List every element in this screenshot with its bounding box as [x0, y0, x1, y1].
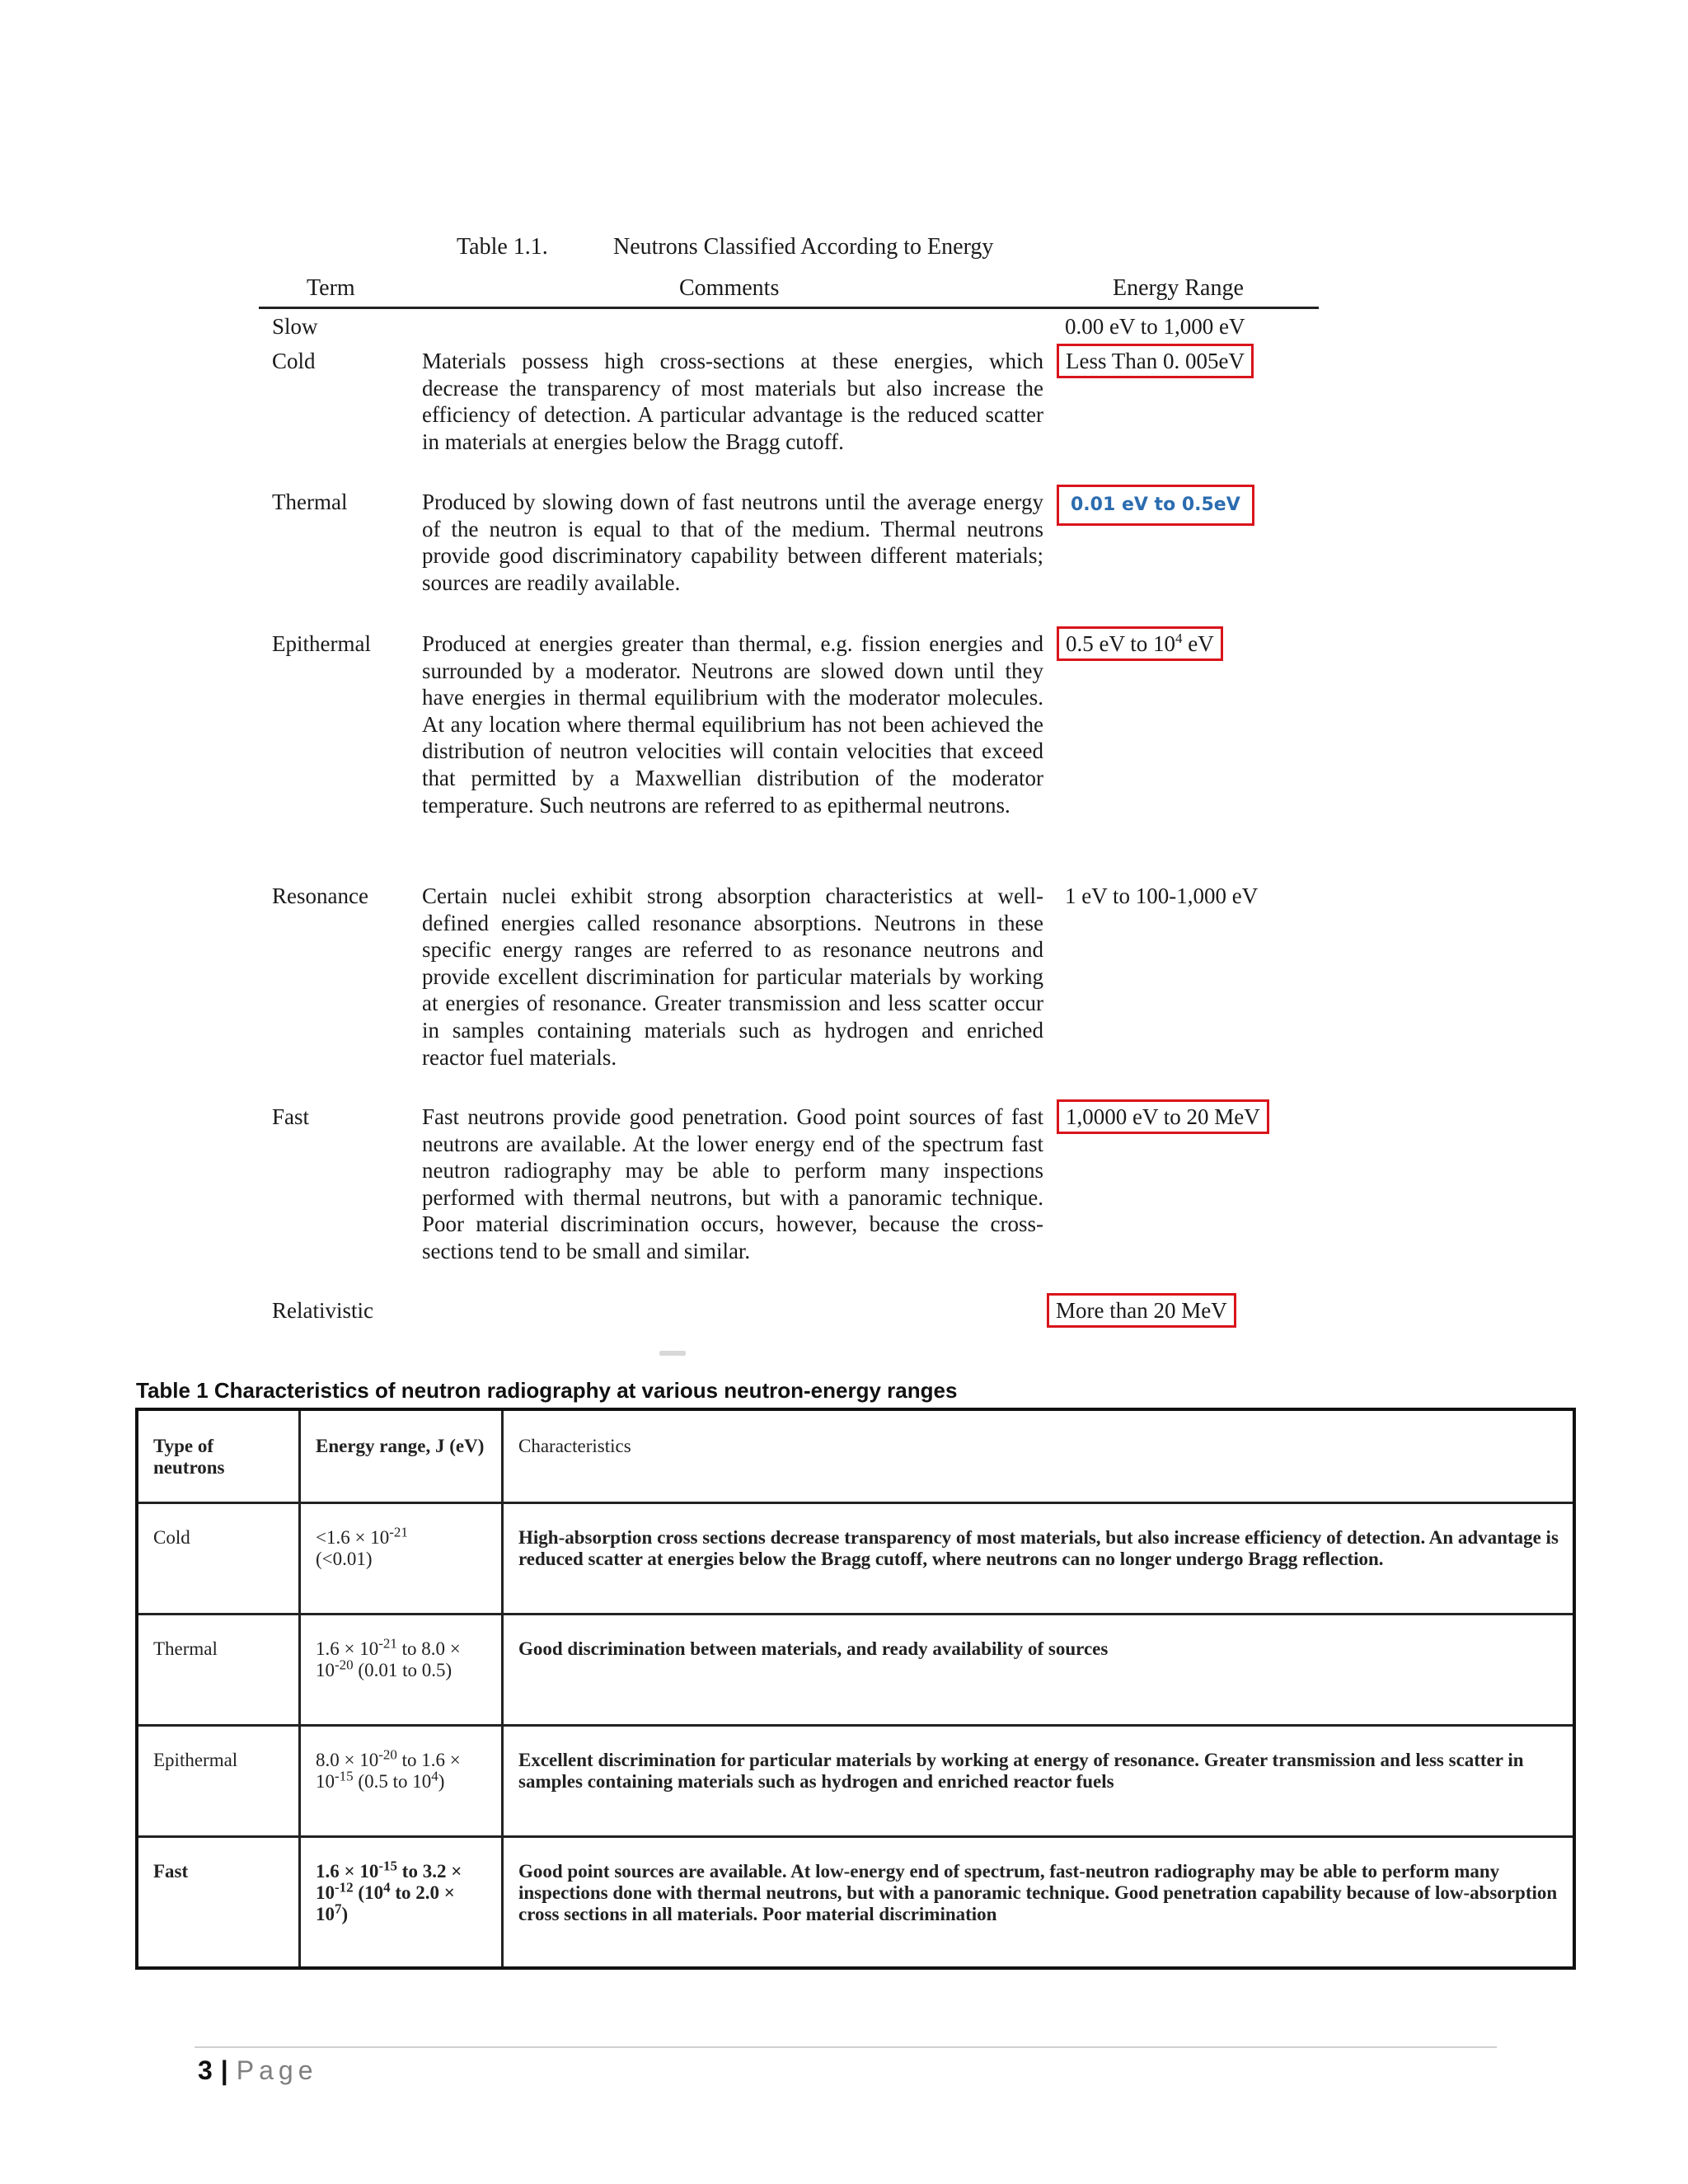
characteristics-cell: High-absorption cross sections decrease transparency of most materials, but also increase efficiency of detection. An advantage is reduced scatter at energies below the Bragg cutoff, where neutrons can no longer undergo Bragg reflection. [518, 1527, 1559, 1569]
range-unit: eV [1182, 631, 1214, 656]
table-1-1-header [259, 275, 1319, 309]
page-footer [198, 2055, 317, 2086]
comment-cell: Produced by slowing down of fast neutrons until the average energy of the neutron is equal to that of the medium. Thermal neutrons provide good discriminatory capability between different materials; sources are readily available. [422, 490, 1043, 595]
table-row [138, 1615, 1573, 1727]
energy-ev: (0.5 to 10 [353, 1771, 432, 1792]
energy-exponent: -20 [378, 1746, 397, 1763]
characteristics-cell: Good discrimination between materials, and ready availability of sources [518, 1638, 1109, 1659]
header-characteristics: Characteristics [518, 1436, 631, 1456]
term-cell: Epithermal [272, 631, 371, 656]
energy-cell [301, 1838, 504, 1966]
characteristics-cell: Excellent discrimination for particular materials by working at energy of resonance. Greater transmission and less scatter in samples containing materials such as hydrogen and enriched reactor fuels [518, 1750, 1524, 1792]
energy-exponent: 7 [335, 1900, 342, 1917]
energy-exponent: -12 [335, 1879, 354, 1896]
energy-cell [301, 1615, 504, 1724]
header-energy-range: Energy Range [1113, 275, 1244, 301]
energy-value: 8.0 × 10 [316, 1750, 379, 1770]
energy-value: to 3.2 × 10 [316, 1861, 462, 1903]
energy-value: 1.6 × 10 [316, 1638, 379, 1659]
type-cell: Thermal [138, 1615, 301, 1724]
energy-value: to 8.0 × 10 [316, 1638, 461, 1680]
energy-cell [301, 1727, 504, 1835]
range-cell: 0.00 eV to 1,000 eV [1065, 314, 1245, 339]
comment-cell: Materials possess high cross-sections at these energies, which decrease the transparency of most materials but also increase the efficiency of detection. A particular advantage is the reduced scatter in materials at energies below the Bragg cutoff. [422, 349, 1043, 454]
highlight-box: 1,0000 eV to 20 MeV [1057, 1099, 1269, 1134]
type-cell: Fast [138, 1838, 301, 1966]
table-row [138, 1727, 1573, 1838]
range-base: 0.5 eV to 10 [1066, 631, 1175, 656]
energy-ev: (<0.01) [316, 1549, 373, 1569]
range-cell [1065, 489, 1254, 526]
energy-ev: (0.01 to 0.5) [353, 1660, 452, 1680]
header-term: Term [307, 275, 355, 301]
term-cell: Fast [272, 1104, 310, 1129]
table-1 [135, 1408, 1576, 1970]
energy-ev: ) [341, 1904, 349, 1924]
range-cell [1055, 1297, 1236, 1328]
range-cell [1065, 1104, 1269, 1134]
table-1-1-title: Neutrons Classified According to Energy [613, 234, 994, 260]
energy-value: 1.6 × 10 [316, 1861, 379, 1882]
range-cell: 1 eV to 100-1,000 eV [1065, 883, 1259, 908]
table-row [138, 1838, 1573, 1966]
energy-value: to 1.6 × 10 [316, 1750, 461, 1792]
highlight-box: Less Than 0. 005eV [1057, 344, 1254, 378]
header-energy: Energy range, J (eV) [301, 1411, 504, 1502]
energy-cell [301, 1504, 504, 1613]
divider-mark [659, 1351, 686, 1356]
characteristics-cell: Good point sources are available. At low-energy end of spectrum, fast-neutron radiography may be able to perform many inspections done with thermal neutrons, but with a panoramic technique. Good penetration capability because of low-absorption cross sections in all materials. Poor material discrimination [518, 1861, 1558, 1924]
type-cell: Epithermal [138, 1727, 301, 1835]
term-cell: Cold [272, 349, 316, 373]
energy-exponent: 4 [383, 1879, 391, 1896]
comment-cell: Fast neutrons provide good penetration. Good point sources of fast neutrons are available. At the lower energy end of the spectrum fast neutron radiography may be able to perform many inspections performed with thermal neutrons, but with a panoramic technique. Poor material discrimination occurs, however, because the cross-sections tend to be small and similar. [422, 1104, 1043, 1263]
energy-exponent: -21 [378, 1635, 397, 1652]
energy-ev: to 2.0 × 10 [316, 1882, 455, 1924]
range-cell [1065, 348, 1254, 378]
footer-separator: | [220, 2055, 228, 2085]
table-1-1-caption [457, 234, 993, 260]
energy-ev: (10 [353, 1882, 384, 1903]
range-cell [1065, 630, 1223, 661]
energy-value: <1.6 × 10 [316, 1527, 390, 1548]
term-cell: Relativistic [272, 1298, 373, 1323]
term-cell: Thermal [272, 490, 348, 514]
table-row [138, 1504, 1573, 1615]
range-exponent: 4 [1175, 630, 1183, 646]
term-cell: Slow [272, 314, 318, 339]
highlight-box: More than 20 MeV [1047, 1293, 1236, 1328]
page-number: 3 [198, 2055, 213, 2085]
term-cell: Resonance [272, 883, 368, 908]
energy-exponent: -21 [389, 1524, 408, 1540]
table-1-caption: Table 1 Characteristics of neutron radiography at various neutron-energy ranges [136, 1378, 958, 1403]
highlight-box: 0.01 eV to 0.5eV [1057, 485, 1254, 526]
highlight-box [1057, 626, 1223, 661]
energy-exponent: -15 [378, 1858, 398, 1874]
energy-ev: ) [438, 1771, 445, 1792]
page-label: Page [236, 2055, 318, 2085]
table-1-1-number: Table 1.1. [457, 234, 548, 260]
table-header-row [138, 1411, 1573, 1504]
footer-rule [195, 2046, 1497, 2048]
header-comments: Comments [679, 275, 780, 301]
header-type: Type of neutrons [138, 1411, 301, 1502]
type-cell: Cold [138, 1504, 301, 1613]
comment-cell: Certain nuclei exhibit strong absorption characteristics at well-defined energies called resonance absorptions. Neutrons in these specific energy ranges are referred to as resonance neutrons and provide excellent discrimination for particular materials by working at energies of resonance. Greater transmission and less scatter occur in samples containing materials such as hydrogen and enriched reactor fuel materials. [422, 883, 1043, 1070]
energy-exponent: -20 [335, 1657, 354, 1673]
energy-exponent: 4 [431, 1768, 438, 1784]
comment-cell: Produced at energies greater than thermal, e.g. fission energies and surrounded by a moderator. Neutrons are slowed down until they have energies in thermal equilibrium with the moderator molecules. At any location where thermal equilibrium has not been achieved the distribution of neutron velocities will contain velocities that exceed that permitted by a Maxwellian distribution of the moderator temperature. Such neutrons are referred to as epithermal neutrons. [422, 631, 1043, 818]
energy-exponent: -15 [335, 1768, 354, 1784]
